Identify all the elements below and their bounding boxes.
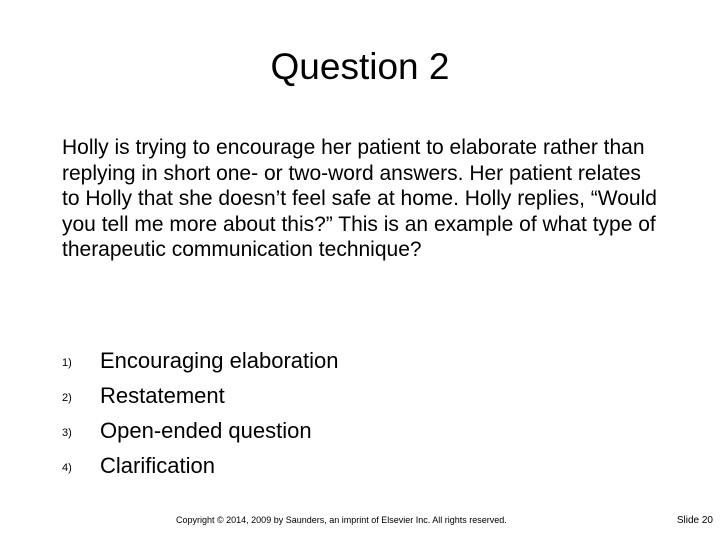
copyright-footer: Copyright © 2014, 2009 by Saunders, an imprint of Elsevier Inc. All rights reserved.: [176, 515, 507, 525]
answer-option-4-label: Clarification: [100, 453, 215, 478]
answer-option-4: [62, 451, 622, 486]
question-text: Holly is trying to encourage her patient to elaborate rather than replying in short one- or two-word answers. Her patient relates to Holly that she doesn’t feel safe at home. Holly replies, “Would you tell me more about this?” This is an example of what type of therapeutic communication technique?: [62, 136, 657, 261]
answer-option-2: [62, 381, 622, 416]
answer-option-3: [62, 416, 622, 451]
answer-option-2-label: Restatement: [100, 383, 225, 408]
answer-option-1: [62, 346, 622, 381]
answer-option-1-label: Encouraging elaboration: [100, 348, 339, 373]
answer-option-2-number: 2): [62, 392, 72, 404]
answer-option-3-number: 3): [62, 427, 72, 439]
answer-option-4-number: 4): [62, 462, 72, 474]
slide-number: Slide 20: [676, 515, 713, 526]
answer-options-list: [62, 346, 622, 486]
answer-option-3-label: Open-ended question: [100, 418, 312, 443]
slide-title: Question 2: [270, 46, 450, 87]
answer-option-1-number: 1): [62, 357, 72, 369]
